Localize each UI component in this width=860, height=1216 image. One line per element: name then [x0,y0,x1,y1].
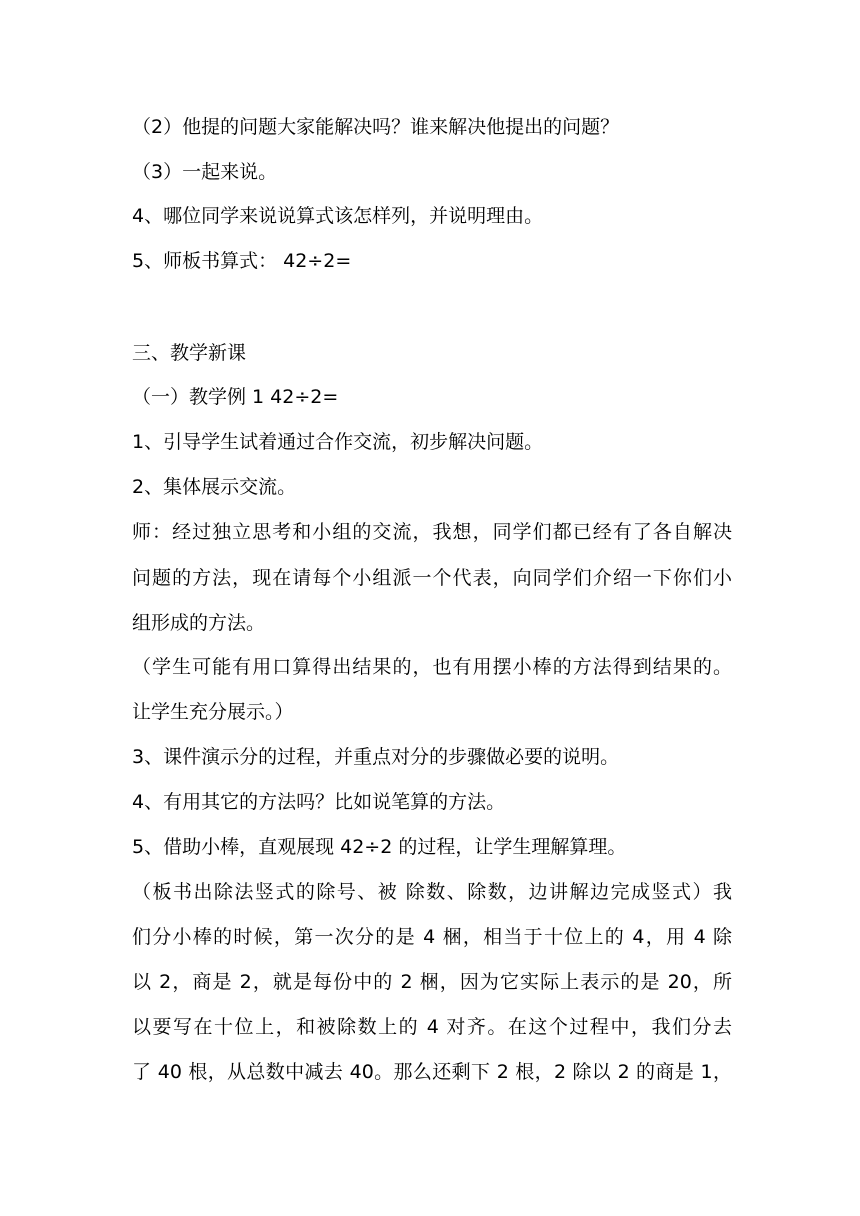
text-line: （2）他提的问题大家能解决吗？谁来解决他提出的问题？ [132,116,620,138]
text-line: 2、集体展示交流。 [132,476,297,498]
text-line: 以 2，商是 2，就是每份中的 2 梱，因为它实际上表示的是 20，所 [132,971,732,993]
text-line: 问题的方法，现在请每个小组派一个代表，向同学们介绍一下你们小 [132,567,732,589]
text-line: 3、课件演示分的过程，并重点对分的步骤做必要的说明。 [132,746,620,768]
text-line: （3）一起来说。 [132,161,278,183]
text-line: 5、借助小棒，直观展现 42÷2 的过程，让学生理解算理。 [132,836,627,858]
text-line: 让学生充分展示。） [132,701,294,723]
section-heading: 三、教学新课 [132,342,247,364]
text-line: 5、师板书算式： 42÷2= [132,250,352,272]
text-line: 以要写在十位上，和被除数上的 4 对齐。在这个过程中，我们分去 [132,1016,732,1038]
text-line: 组形成的方法。 [132,612,266,634]
text-line: 4、有用其它的方法吗？比如说笔算的方法。 [132,791,506,813]
text-line: 4、哪位同学来说说算式该怎样列，并说明理由。 [132,205,544,227]
text-line: 师：经过独立思考和小组的交流，我想，同学们都已经有了各自解决 [132,521,732,543]
text-line: （板书出除法竖式的除号、被 除数、除数，边讲解边完成竖式）我 [132,881,732,903]
subsection-heading: （一）教学例 1 42÷2= [132,386,339,408]
text-line: 1、引导学生试着通过合作交流，初步解决问题。 [132,431,544,453]
text-line: 了 40 根，从总数中减去 40。那么还剩下 2 根，2 除以 2 的商是 1， [132,1061,732,1083]
text-line: 们分小棒的时候，第一次分的是 4 梱，相当于十位上的 4，用 4 除 [132,926,732,948]
text-line: （学生可能有用口算得出结果的，也有用摆小棒的方法得到结果的。 [132,656,732,678]
